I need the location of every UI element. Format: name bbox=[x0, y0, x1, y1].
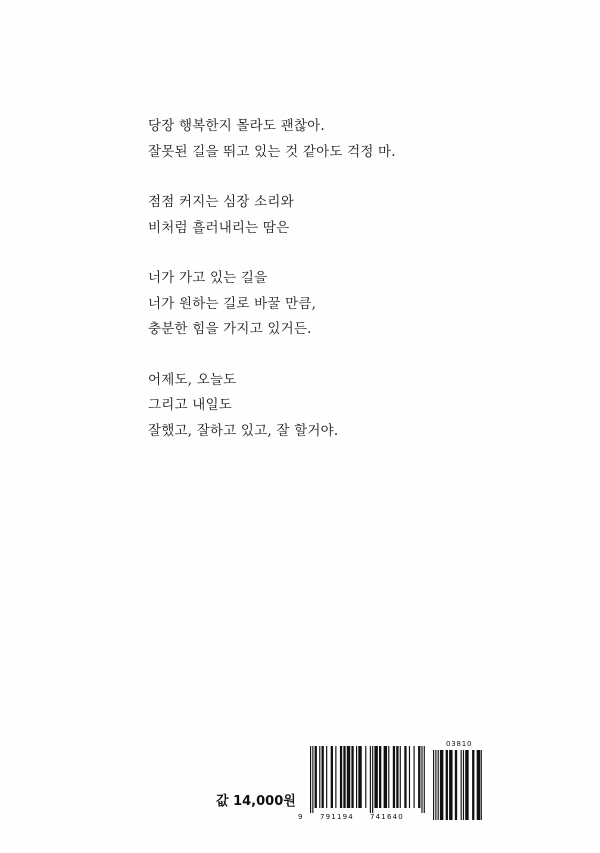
barcode-bar bbox=[374, 746, 377, 808]
barcode-bar bbox=[404, 746, 406, 808]
poem-line: 그리고 내일도 bbox=[148, 397, 232, 413]
barcode-bar bbox=[356, 746, 357, 808]
barcode-bar bbox=[326, 746, 327, 808]
barcode-bar bbox=[440, 750, 443, 820]
barcode-bar bbox=[463, 750, 464, 820]
poem-line: 잘했고, 잘하고 있고, 잘 할거야. bbox=[148, 422, 339, 439]
barcode-main-bars bbox=[310, 746, 425, 813]
barcode-bar bbox=[421, 746, 422, 813]
barcode-bar bbox=[424, 746, 425, 813]
barcode-bar bbox=[438, 750, 439, 820]
poem-line: 어제도, 오늘도 bbox=[148, 371, 237, 388]
barcode-bar bbox=[478, 750, 479, 820]
barcode-bar bbox=[322, 746, 324, 808]
barcode-bar bbox=[343, 746, 345, 808]
barcode-bar bbox=[481, 750, 482, 820]
barcode-bar bbox=[312, 746, 313, 813]
barcode-right-digits: 741640 bbox=[370, 813, 404, 820]
price-label: 값 14,000원 bbox=[216, 794, 296, 809]
barcode-bar bbox=[388, 746, 389, 808]
barcode-lead-digit: 9 bbox=[298, 813, 303, 820]
barcode-bar bbox=[370, 746, 371, 813]
barcode-bar bbox=[393, 746, 395, 808]
poem-line: 너가 가고 있는 길을 bbox=[148, 270, 268, 286]
barcode-bar bbox=[414, 746, 415, 808]
barcode-bar bbox=[331, 746, 333, 808]
barcode-bar bbox=[372, 746, 373, 813]
barcode-bar bbox=[365, 746, 366, 808]
barcode-bar bbox=[472, 750, 474, 820]
barcode-bar bbox=[449, 750, 452, 820]
barcode-bar bbox=[351, 746, 353, 808]
barcode-addon-digits: 03810 bbox=[446, 740, 473, 748]
barcode-bar bbox=[435, 750, 436, 820]
barcode-bar bbox=[396, 746, 398, 808]
poem-line: 너가 원하는 길로 바꿀 만큼, bbox=[148, 295, 317, 312]
barcode-bar bbox=[379, 746, 381, 808]
poem-stanza bbox=[148, 368, 548, 445]
poem-stanza bbox=[148, 190, 548, 241]
barcode-bar bbox=[446, 750, 448, 820]
barcode-bar bbox=[465, 750, 468, 820]
barcode-bar bbox=[335, 746, 336, 808]
poem-stanza bbox=[148, 266, 548, 343]
barcode-addon-bars bbox=[433, 750, 482, 820]
barcode-bar bbox=[358, 746, 361, 808]
barcode-bar bbox=[461, 750, 462, 820]
poem-line: 잘못된 길을 뛰고 있는 것 같아도 걱정 마. bbox=[148, 143, 396, 160]
poem-line: 당장 행복한지 몰라도 괜찮아. bbox=[148, 118, 325, 134]
barcode-bar bbox=[455, 750, 457, 820]
barcode-bar bbox=[310, 746, 311, 813]
poem-line: 비처럼 흘러내리는 땀은 bbox=[148, 219, 290, 236]
poem-stanza bbox=[148, 114, 548, 165]
poem bbox=[148, 114, 548, 469]
isbn-barcode bbox=[296, 738, 496, 820]
barcode-bar bbox=[433, 750, 434, 820]
barcode-left-digits: 791194 bbox=[320, 813, 354, 820]
barcode-bar bbox=[340, 746, 342, 808]
barcode-bar bbox=[315, 746, 317, 808]
barcode-bar bbox=[384, 746, 387, 808]
barcode-bar bbox=[319, 746, 320, 808]
barcode-bar bbox=[347, 746, 350, 808]
poem-line: 충분한 힘을 가지고 있거든. bbox=[148, 321, 312, 337]
barcode-bar bbox=[409, 746, 410, 808]
poem-line: 점점 커지는 심장 소리와 bbox=[148, 194, 294, 210]
barcode-bar bbox=[400, 746, 401, 808]
barcode-bar bbox=[418, 746, 420, 808]
